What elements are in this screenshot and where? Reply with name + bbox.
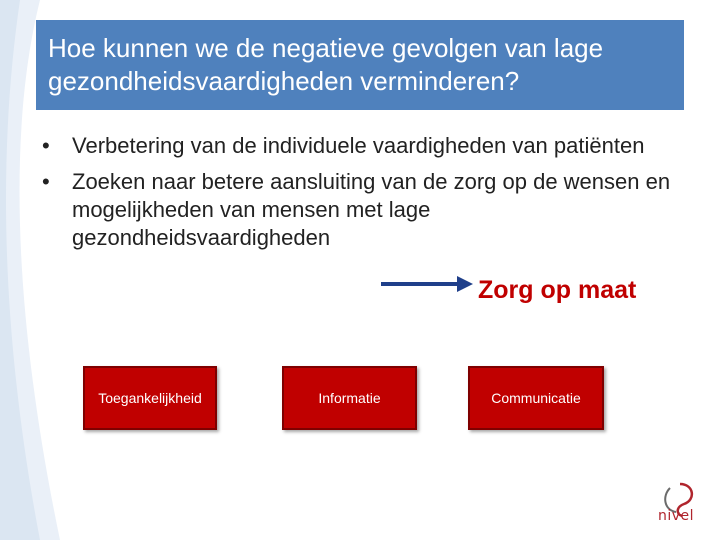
highlight-text: Zorg op maat bbox=[478, 276, 637, 304]
bullet-text: Verbetering van de individuele vaardigheden van patiënten bbox=[72, 133, 645, 158]
bullet-marker: • bbox=[42, 169, 50, 194]
slide-title: Hoe kunnen we de negatieve gevolgen van lage gezondheidsvaardigheden verminderen? bbox=[36, 20, 684, 110]
logo-text: nivel bbox=[658, 508, 695, 524]
right-arrow-icon bbox=[347, 272, 475, 296]
category-box-toegankelijkheid: Toegankelijkheid bbox=[83, 366, 217, 430]
bullet-list bbox=[40, 132, 690, 260]
bullet-item bbox=[40, 132, 690, 160]
bullet-marker: • bbox=[42, 133, 50, 158]
category-box-informatie: Informatie bbox=[282, 366, 417, 430]
bullet-text: Zoeken naar betere aansluiting van de zorg op de wensen en mogelijkheden van mensen met lage gezondheidsvaardigheden bbox=[72, 169, 671, 250]
nivel-logo-icon bbox=[650, 478, 710, 534]
bullet-item bbox=[40, 168, 672, 252]
category-box-communicatie: Communicatie bbox=[468, 366, 604, 430]
